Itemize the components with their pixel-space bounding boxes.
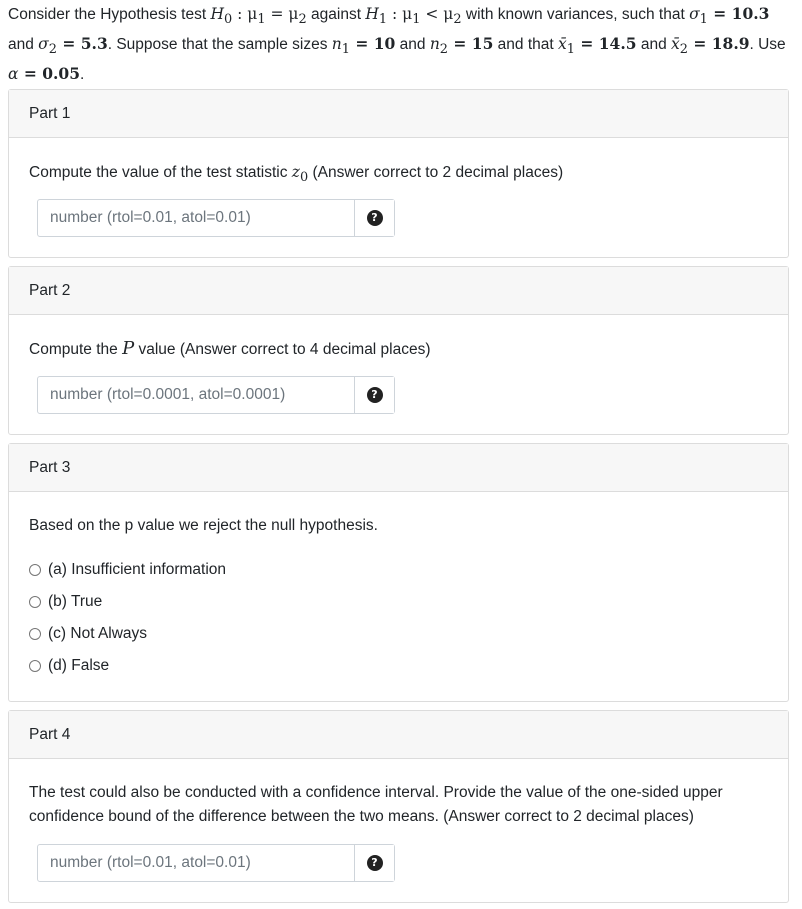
math-alpha: α bbox=[8, 65, 19, 84]
math-sub: 1 bbox=[412, 12, 421, 28]
question-text: The test could also be conducted with a confidence interval. Provide the value of the one-sided upper bbox=[29, 784, 723, 801]
math-op: = μ bbox=[265, 5, 299, 23]
intro-text: against bbox=[306, 6, 366, 23]
option-c-radio[interactable] bbox=[29, 628, 41, 640]
option-a[interactable] bbox=[29, 558, 226, 582]
part-2-question bbox=[29, 337, 769, 362]
math-n1: n bbox=[331, 35, 342, 54]
part-4-card bbox=[8, 710, 789, 903]
part-2-help-button[interactable] bbox=[354, 377, 394, 413]
math-sigma1: σ bbox=[689, 5, 700, 23]
math-n2: n bbox=[429, 35, 440, 54]
math-sigma2: σ bbox=[38, 35, 49, 54]
part-2-input-group bbox=[37, 376, 395, 414]
math-op: : μ bbox=[232, 5, 258, 23]
math-sub: 0 bbox=[299, 170, 309, 186]
part-2-answer-input[interactable] bbox=[38, 377, 354, 413]
help-icon: ? bbox=[367, 855, 383, 871]
math-value: = 10 bbox=[349, 34, 396, 54]
problem-statement bbox=[8, 2, 794, 87]
math-sub: 1 bbox=[566, 42, 575, 58]
math-sub: 2 bbox=[48, 42, 57, 58]
math-value: = 0.05 bbox=[18, 64, 80, 84]
question-text: value (Answer correct to 4 decimal places) bbox=[134, 341, 431, 358]
question-text: confidence bound of the difference between the two means. (Answer correct to 2 decimal places) bbox=[29, 808, 694, 825]
option-d[interactable] bbox=[29, 654, 109, 678]
math-sub: 1 bbox=[341, 42, 350, 58]
help-icon: ? bbox=[367, 210, 383, 226]
math-h1: H bbox=[365, 5, 379, 23]
part-4-question bbox=[29, 781, 769, 829]
part-4-help-button[interactable] bbox=[354, 845, 394, 881]
part-1-question bbox=[29, 160, 769, 190]
part-3-card bbox=[8, 443, 789, 702]
part-1-help-button[interactable] bbox=[354, 200, 394, 236]
question-text: (Answer correct to 2 decimal places) bbox=[308, 164, 564, 181]
math-p: P bbox=[122, 338, 135, 359]
math-sub: 1 bbox=[699, 12, 708, 28]
part-3-header: Part 3 bbox=[9, 444, 788, 492]
help-icon: ? bbox=[367, 387, 383, 403]
intro-text: . Use bbox=[749, 36, 786, 54]
math-sub: 1 bbox=[257, 12, 266, 28]
intro-text: . Suppose that the sample sizes bbox=[107, 36, 332, 54]
math-xbar1: x̄ bbox=[558, 35, 567, 54]
intro-text: and bbox=[395, 36, 430, 54]
question-text: Compute the bbox=[29, 341, 123, 358]
option-b-label[interactable]: (b) True bbox=[48, 593, 103, 610]
intro-text: and bbox=[8, 36, 39, 54]
intro-text: and bbox=[636, 36, 671, 54]
option-b-radio[interactable] bbox=[29, 596, 41, 608]
math-value: = 10.3 bbox=[707, 4, 770, 23]
math-sub: 0 bbox=[224, 12, 233, 28]
math-sub: 2 bbox=[439, 42, 449, 58]
part-2-header: Part 2 bbox=[9, 267, 788, 315]
part-1-answer-input[interactable] bbox=[38, 200, 354, 236]
option-a-radio[interactable] bbox=[29, 564, 41, 576]
math-xbar2: x̄ bbox=[671, 35, 680, 54]
option-c-label[interactable]: (c) Not Always bbox=[48, 625, 148, 642]
math-h0: H bbox=[210, 5, 224, 23]
math-sub: 1 bbox=[378, 12, 388, 28]
math-sub: 2 bbox=[679, 42, 688, 58]
intro-text: with known variances, such that bbox=[461, 6, 690, 23]
math-value: = 5.3 bbox=[56, 34, 108, 54]
math-sub: 2 bbox=[453, 12, 462, 28]
option-d-radio[interactable] bbox=[29, 660, 41, 672]
part-1-header: Part 1 bbox=[9, 90, 788, 138]
intro-text: Consider the Hypothesis test bbox=[8, 6, 211, 23]
math-value: = 14.5 bbox=[574, 34, 637, 54]
part-4-header: Part 4 bbox=[9, 711, 788, 759]
option-a-label[interactable]: (a) Insufficient information bbox=[48, 561, 227, 578]
option-c[interactable] bbox=[29, 622, 147, 646]
math-op: : μ bbox=[387, 5, 413, 23]
math-z0: z bbox=[291, 163, 300, 181]
question-text: Compute the value of the test statistic bbox=[29, 164, 292, 181]
intro-text: . bbox=[80, 66, 85, 84]
math-value: = 18.9 bbox=[687, 34, 750, 54]
option-d-label[interactable]: (d) False bbox=[48, 657, 110, 674]
part-2-card bbox=[8, 266, 789, 435]
option-b[interactable] bbox=[29, 590, 102, 614]
part-4-input-group bbox=[37, 844, 395, 882]
math-op: < μ bbox=[420, 5, 454, 23]
part-4-answer-input[interactable] bbox=[38, 845, 354, 881]
part-3-question: Based on the p value we reject the null hypothesis. bbox=[29, 517, 378, 534]
intro-text: and that bbox=[493, 36, 559, 54]
part-1-card bbox=[8, 89, 789, 258]
math-sub: 2 bbox=[298, 12, 307, 28]
part-1-input-group bbox=[37, 199, 395, 237]
math-value: = 15 bbox=[448, 34, 494, 54]
